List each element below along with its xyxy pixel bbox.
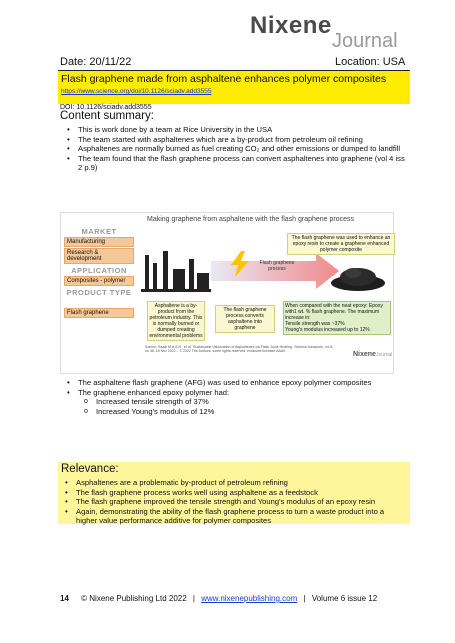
relevance-bullet: • Again, demonstrating the ability of the flash graphene process to turn a waste product into a higher value performance additive for polymer composites: [60, 507, 406, 526]
article-date: Date: 20/11/22: [60, 56, 132, 68]
market-item: Manufacturing: [64, 237, 134, 247]
finding-bullet: • The asphaltene flash graphene (AFG) was used to enhance epoxy polymer composites: [62, 378, 407, 388]
relevance-heading: Relevance:: [61, 463, 119, 475]
summary-bullet: • The team found that the flash graphene process can convert asphaltenes into graphene (vol 4 iss 2 p.9): [62, 154, 407, 173]
results-item: Tensile strength was ~37%: [285, 321, 345, 327]
lightning-icon: [229, 251, 251, 277]
asphaltene-box: Asphaltene is a by-product from the petroleum industry. This is normally burned or dumped creating environmental problems: [147, 301, 205, 341]
summary-bullet: • This is work done by a team at Rice University in the USA: [62, 125, 407, 135]
process-figure: [60, 212, 394, 374]
results-item: Young's modulus increased up to 12%: [285, 327, 370, 333]
market-heading: MARKET: [81, 227, 117, 236]
article-link[interactable]: https://www.science.org/doi/10.1126/sciadv.add3555: [61, 88, 212, 95]
application-item: Composites - polymer: [64, 276, 134, 286]
article-title: Flash graphene made from asphaltene enhances polymer composites: [61, 73, 387, 85]
flash-label: Flash graphene process: [259, 260, 295, 272]
logo-main-text: Nixene: [250, 12, 332, 39]
footer-volume: Volume 6 issue 12: [311, 594, 378, 603]
market-item: Research & development: [64, 248, 134, 264]
application-heading: APPLICATION: [71, 266, 127, 275]
process-box: The flash graphene process converts asphaltene into graphene: [215, 305, 275, 333]
footer-copyright: © Nixene Publishing Ltd 2022: [81, 594, 187, 603]
figure-title: Making graphene from asphaltene with the flash graphene process: [147, 216, 355, 223]
page-number: 14: [60, 594, 69, 603]
refinery-illustration: [141, 243, 211, 293]
figure-side-panel: [64, 227, 134, 319]
relevance-bullet: • The flash graphene process works well using asphaltene as a feedstock: [60, 488, 406, 498]
finding-bullet: • The graphene enhanced epoxy polymer had:: [62, 388, 407, 398]
mini-logo-sub-text: Journal: [375, 352, 393, 358]
epoxy-enhancement-box: The flash graphene was used to enhance an epoxy resin to create a graphene enhanced polymer composite: [287, 233, 395, 255]
finding-sub-bullet: o Increased Young's modulus of 12%: [62, 407, 407, 417]
graphene-pile-illustration: [329, 263, 387, 291]
footer-site-link[interactable]: www.nixenepublishing.com: [201, 594, 298, 603]
page-footer: 14 © Nixene Publishing Ltd 2022 | www.nixenepublishing.com | Volume 6 issue 12: [60, 594, 378, 603]
title-banner: [58, 71, 410, 104]
finding-sub-bullet: o Increased tensile strength of 37%: [62, 397, 407, 407]
product-type-heading: PRODUCT TYPE: [66, 288, 132, 297]
relevance-bullet: • The flash graphene improved the tensile strength and Young's modulus of an epoxy resin: [60, 497, 406, 507]
summary-bullet: • The team started with asphaltenes which are a by-product from petroleum oil refining: [62, 135, 407, 145]
logo-sub-text: Journal: [332, 30, 398, 52]
summary-bullet: • Asphaltenes are normally burned as fuel creating CO₂ and other emissions or dumped to landfill: [62, 144, 407, 154]
journal-logo: [250, 12, 410, 52]
content-summary-heading: Content summary:: [60, 110, 154, 122]
results-heading: When compared with the neat epoxy: Epoxy with1 wt. % flash graphene. The maximum increase in:: [285, 303, 383, 321]
mini-logo-text: Nixene: [353, 351, 376, 358]
figure-source-note: Source: Saadi M.A.S.R., et al. 'Sustainable Valorization of Asphaltenes via Flash Joule Heating', Science Advances, vol 8, no 46, 18 Nov 2022 – © 2022 The Authors, some rights reserved; exclusive licensee AAAS: [145, 345, 334, 353]
product-type-item: Flash graphene: [64, 308, 134, 318]
figure-mini-logo: [353, 351, 392, 358]
findings-section: [62, 378, 407, 416]
content-summary: [62, 125, 407, 173]
article-doi: DOI: 10.1126/sciadv.add3555: [60, 104, 152, 111]
relevance-box: [58, 462, 410, 524]
results-box: [283, 301, 391, 335]
article-location: Location: USA: [335, 56, 406, 68]
relevance-bullet: • Asphaltenes are a problematic by-product of petroleum refining: [60, 478, 406, 488]
